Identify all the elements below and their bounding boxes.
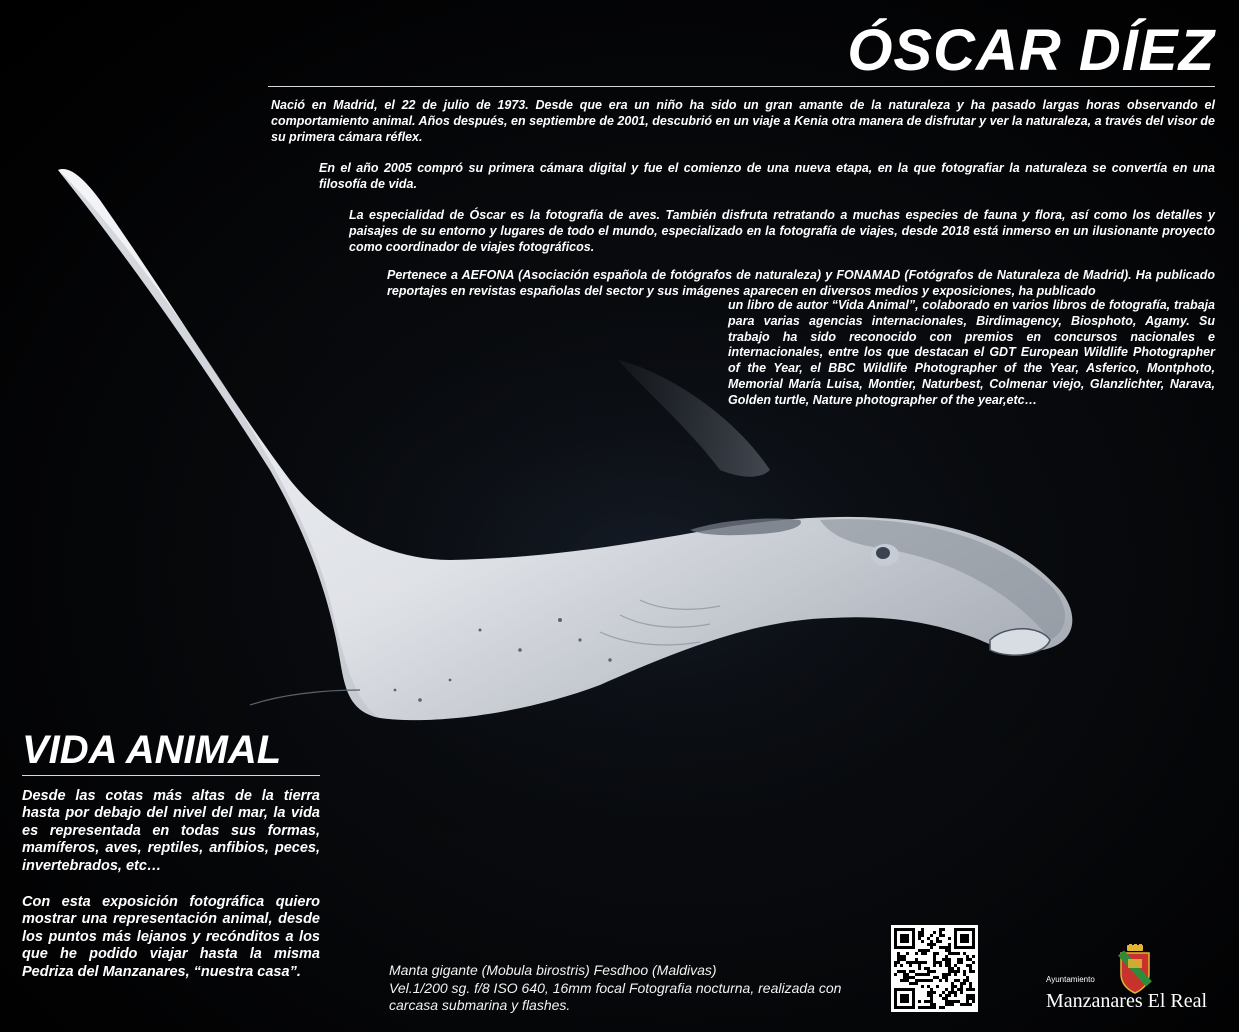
photographer-name: ÓSCAR DÍEZ [847,18,1215,83]
photo-caption-title: Manta gigante (Mobula birostris) Fesdhoo (Maldivas) [389,962,717,978]
logo-caption: Ayuntamiento [1046,975,1095,984]
bio-paragraph-4-awards: un libro de autor “Vida Animal”, colaborado en varios libros de fotografía, trabaja para varias agencias internacionales, Birdimagency, Biosphoto, Agamy. Su trabajo ha sido reconocido con premios en concursos nacionales e internacionales, entre los que destacan el GDT European Wildlife Photographer of the Year, el BBC Wildlife Photographer of the Year, Asferico, Montphoto, Memorial María Luisa, Montier, Naturbest, Colmenar viejo, Glanzlichter, Narava, Golden turtle, Nature photographer of the year,etc… [728,298,1215,407]
bio-paragraph-4-intro: Pertenece a AEFONA (Asociación española de fotógrafos de naturaleza) y FONAMAD (Fotógrafos de Naturaleza de Madrid). Ha publicado reportajes en revistas españolas del sector y sus imágenes aparecen en diversos medios y exposiciones, ha publicado [387,268,1215,298]
exhibition-title: VIDA ANIMAL [22,728,282,772]
qr-code[interactable] [891,925,978,1012]
town-hall-logo [1046,944,1216,1020]
title-divider [268,86,1215,87]
exhibition-intro-2: Con esta exposición fotográfica quiero mostrar una representación animal, desde los puntos más lejanos y recónditos a los que he podido viajar hasta la misma Pedriza del Manzanares, “nuestra casa”. [22,894,320,980]
bio-paragraph-1: Nació en Madrid, el 22 de julio de 1973. Desde que era un niño ha sido un gran amante de la naturaleza y ha pasado largas horas observando el comportamiento animal. Años después, en septiembre de 2001, descubrió en un viaje a Kenia otra manera de disfrutar y ver la naturaleza, a través del visor de su primera cámara réflex. [271,98,1215,144]
bio-paragraph-2: En el año 2005 compró su primera cámara digital y fue el comienzo de una nueva etapa, en la que fotografiar la naturaleza se convertía en una filosofía de vida. [319,161,1215,191]
exhibition-divider [22,775,320,776]
logo-town-name: Manzanares El Real [1046,990,1208,1012]
coat-of-arms-icon [1116,944,1154,994]
bio-paragraph-3: La especialidad de Óscar es la fotografía de aves. También disfruta retratando a muchas especies de fauna y flora, así como los detalles y paisajes de su entorno y lugares de todo el mundo, especializado en la fotografía de viajes, desde 2018 está inmerso en un ilusionante proyecto como coordinador de viajes fotográficos. [349,208,1215,254]
photo-caption-details: Vel.1/200 sg. f/8 ISO 640, 16mm focal Fotografia nocturna, realizada con carcasa submarina y flashes. [389,980,842,1014]
exhibition-intro-1: Desde las cotas más altas de la tierra hasta por debajo del nivel del mar, la vida es representada en todas sus formas, mamíferos, aves, reptiles, anfibios, peces, invertebrados, etc… [22,788,320,874]
